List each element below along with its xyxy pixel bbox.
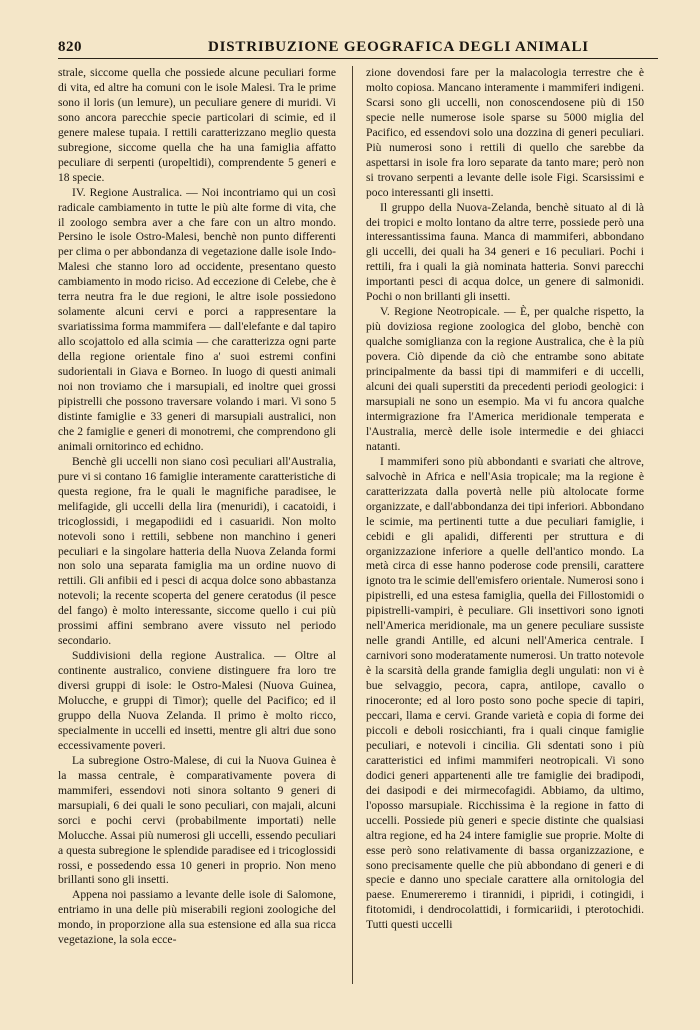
paragraph: Appena noi passiamo a levante delle isole di Salomone, entriamo in una delle più miserabili regioni zoologiche del mondo, in proporzione alla sua estensione ed alla sua ricca vegetazione, la sola ecce-	[58, 888, 336, 947]
page-number: 820	[58, 39, 82, 55]
paragraph: IV. Regione Australica. — Noi incontriamo qui un così radicale cambiamento in tutte le più alte forme di vita, che il zoologo sembra aver a che fare con un altro mondo. Persino le isole Ostro-Malesi, benchè non punto differenti per clima o per abbondanza di vegetazione dalle isole Indo-Malesi che stanno loro ad occidente, presentano questo cambiamento in modo riciso. Ad eccezione di Celebe, che è terra neutra fra le due regioni, le altre isole possiedono solamente alcuni cervi e porci a rappresentare la svariatissima forma mammifera — dall'elefante e dal tapiro allo scojattolo ed alla scimia — che caratterizza ogni parte della regione orientale fino a' suoi estremi confini sudorientali in Giava e Borneo. In luogo di questi animali noi non troviamo che i marsupiali, ed inoltre quei grossi pipistrelli che possono traversare volando i mari. Vi sono 5 distinte famiglie e 33 generi di marsupiali australici, non che 2 famiglie e generi di monotremi, che comprendono gli animali ornitorinco ed echidno.	[58, 185, 336, 453]
right-column	[366, 66, 644, 933]
paragraph: Suddivisioni della regione Australica. — Oltre al continente australico, conviene distinguere fra loro tre diversi gruppi di isole: le Ostro-Malesi (Nuova Guinea, Molucche, e gruppi di Timor); quelle del Pacifico; ed il gruppo della Nuova Zelanda. Il primo è molto ricco, specialmente in uccelli ed insetti, mentre gli altri due sono eccessivamente poveri.	[58, 649, 336, 752]
column-divider	[352, 66, 353, 984]
left-column	[58, 66, 336, 948]
page-header	[58, 36, 658, 59]
paragraph: Il gruppo della Nuova-Zelanda, benchè situato al di là dei tropici e molto lontano da altre terre, possiede però una interessantissima fauna. Manca di mammiferi, abbondano gli uccelli, dei quali ha 34 generi e 16 peculiari. Pochi i rettili, fra i quali la già nominata hatteria. Sonvi parecchi importanti pesci di acqua dolce, un genere di salmonidi. Pochi o non brillanti gli insetti.	[366, 200, 644, 304]
paragraph: strale, siccome quella che possiede alcune peculiari forme di vita, ed altre ha comuni con le isole Malesi. Tra le prime sono il loris (un lemure), un peculiare genere di muridi. Vi sono ancora parecchie specie particolari di scimie, ed il genere malese tupaia. I rettili caratterizzano meglio questa subregione, siccome quella che ha una famiglia affatto peculiare di serpenti (uropeltidi), comprendente 5 generi e 18 specie.	[58, 66, 336, 184]
paragraph: zione dovendosi fare per la malacologia terrestre che è molto copiosa. Mancano interamente i mammiferi indigeni. Scarsi sono gli uccelli, non conoscendosene più di 150 specie nelle numerose isole sparse su 5000 miglia del Pacifico, ed essendovi solo una dozzina di generi peculiari. Più numerosi sono i rettili di quello che sarebbe da aspettarsi in isole fra loro separate da tanto mare; però non si trovano serpenti a levante delle isole Figi. Scarsissimi e poco interessanti gli insetti.	[366, 66, 644, 199]
paragraph: La subregione Ostro-Malese, di cui la Nuova Guinea è la massa centrale, è comparativamente povera di mammiferi, essendovi noti sinora soltanto 9 generi di marsupiali, 6 dei quali le sono peculiari, con majali, alcuni sorci e pochi cervi (probabilmente importati) nelle Molucche. Assai più numerosi gli uccelli, essendo peculiari a questa subregione le splendide paradisee ed i tricoglossidi rossi, e possedendo essa 10 generi in proprio. Non meno brillanti sono gli insetti.	[58, 753, 336, 887]
running-title: DISTRIBUZIONE GEOGRAFICA DEGLI ANIMALI	[208, 39, 589, 55]
paragraph: V. Regione Neotropicale. — È, per qualche rispetto, la più doviziosa regione zoologica del globo, benchè con qualche somiglianza con la regione Australica, che è la più povera. Ciò dipende da ciò che entrambe sono abitate principalmente da bassi tipi di mammiferi e di uccelli, alcuni dei quali superstiti da precedenti periodi geologici: i marsupiali ne sono un esempio. Ma vi fu ancora qualche intermigrazione fra l'America meridionale temperata e l'Australia, mercè delle isole intermedie e dei ghiacci natanti.	[366, 305, 644, 453]
paragraph: Benchè gli uccelli non siano così peculiari all'Australia, pure vi si contano 16 famiglie interamente caratteristiche di questa regione, fra le quali le magnifiche paradisee, le melifagide, gli uccelli della lira (menuridi), i cacatoidi, i tricoglossidi, i megapodiidi ed i casuaridi. Non molto notevoli sono i rettili, sebbene non manchino i generi peculiari e la singolare hatteria della Nuova Zelanda formi non solo una separata famiglia ma un ordine nuovo di rettili. Gli anfibii ed i pesci di acqua dolce sono abbastanza notevoli; la recente scoperta del genere ceratodus (il pesce del fango) è molto interessante, siccome quello i cui più prossimi affini sembrano avere vissuto nel periodo secondario.	[58, 454, 336, 648]
paragraph: I mammiferi sono più abbondanti e svariati che altrove, salvochè in Africa e nell'Asia tropicale; ma la regione è caratterizzata dalla povertà nelle più altolocate forme organizzate, e dall'abbondanza dei tipi inferiori. Abbondano le scimie, ma pertinenti tutte a due peculiari famiglie, i cebidi e gli apalidi, differenti per struttura e di organizzazione inferiore a quelle dell'antico mondo. La metà circa di esse hanno poderose code prensili, carattere ignoto tra le scimie dell'emisfero orientale. Numerosi sono i pipistrelli, ed una estesa famiglia, quella dei Fillostomidi o pipistrelli-vampiri, è peculiare. Gli insettivori sono ignoti nell'America meridionale, ma un genere peculiare sussiste nelle grandi Antille, ed alcuni nell'America centrale. I carnivori sono moderatamente numerosi. Un tratto notevole è la scarsità della grande famiglia degli ungulati: non vi è bue selvaggio, pecora, capra, antilope, cavallo o rinoceronte; ed al loro posto sono poche specie di tapiri, peccari, llama e cervi. Grande varietà e copia di forme dei piccoli e deboli rosicchianti, fra i quali cinque famiglie peculiari, e notevoli i cincilia. Gli sdentati sono i più caratteristici ed infimi mammiferi neotropicali. Vi sono dodici generi appartenenti alle tre famiglie dei bradipodi, dei dasipodi e dei mirmecofagidi. Abbiamo, da ultimo, l'oposso marsupiale. Ricchissima è la regione in fatto di uccelli. Possiede più generi e specie distinte che qualsiasi altra regione, ed ha 24 intere famiglie sue proprie. Molte di esse però sono relativamente di bassa organizzazione, e sono precisamente quelle che più abbondano di generi e di specie e danno uno speciale carattere alla ornitologia del paese. Enumereremo i tirannidi, i pipridi, i cotingidi, i fitotomidi, i dendrocolattidi, i formicariidi, i pterotochidi. Tutti questi uccelli	[366, 454, 645, 932]
